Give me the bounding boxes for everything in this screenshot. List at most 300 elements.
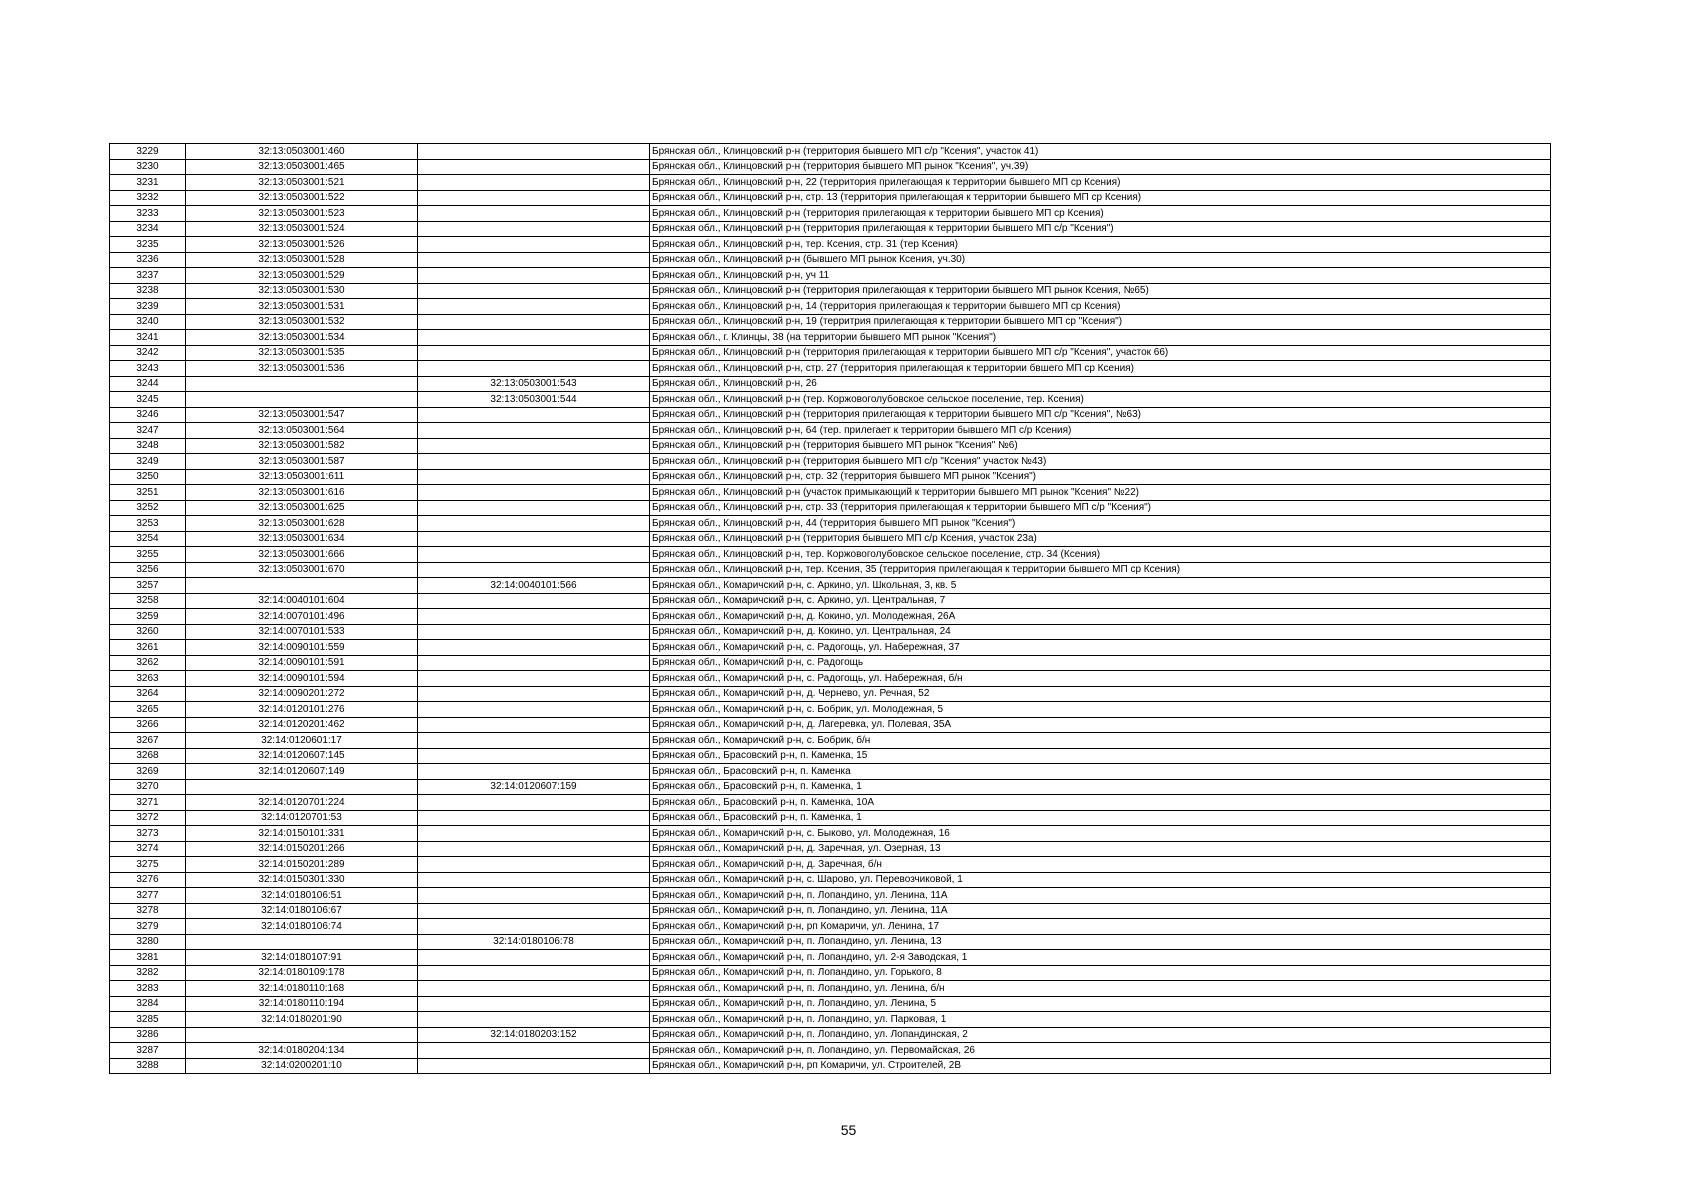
address-cell: Брянская обл., Клинцовский р-н, 19 (территрия прилегающая к территории бывшего МП ср "Ксения") (650, 314, 1551, 330)
row-number-cell: 3286 (110, 1027, 186, 1043)
cadastral-number-cell: 32:14:0150201:289 (186, 857, 418, 873)
cadastral-number-alt-cell (418, 562, 650, 578)
row-number-cell: 3248 (110, 438, 186, 454)
cadastral-number-alt-cell: 32:14:0180203:152 (418, 1027, 650, 1043)
table-row (110, 376, 1551, 392)
address-cell: Брянская обл., Брасовский р-н, п. Каменка, 1 (650, 779, 1551, 795)
cadastral-number-alt-cell (418, 1043, 650, 1059)
cadastral-number-cell: 32:14:0090201:272 (186, 686, 418, 702)
address-cell: Брянская обл., Клинцовский р-н (территория бывшего МП с/р Ксения, участок 23а) (650, 531, 1551, 547)
cadastral-number-alt-cell (418, 593, 650, 609)
cadastral-number-cell: 32:13:0503001:547 (186, 407, 418, 423)
cadastral-number-alt-cell (418, 810, 650, 826)
row-number-cell: 3279 (110, 919, 186, 935)
address-cell: Брянская обл., Клинцовский р-н, 26 (650, 376, 1551, 392)
cadastral-number-alt-cell (418, 159, 650, 175)
table-row (110, 423, 1551, 439)
table-row (110, 702, 1551, 718)
table-row (110, 686, 1551, 702)
row-number-cell: 3280 (110, 934, 186, 950)
table-row (110, 717, 1551, 733)
address-cell: Брянская обл., Комаричский р-н, п. Лопандино, ул. Первомайская, 26 (650, 1043, 1551, 1059)
cadastral-number-alt-cell: 32:14:0180106:78 (418, 934, 650, 950)
row-number-cell: 3264 (110, 686, 186, 702)
table-row (110, 268, 1551, 284)
address-cell: Брянская обл., Клинцовский р-н, 22 (территория прилегающая к территории бывшего МП ср Ксения) (650, 175, 1551, 191)
address-cell: Брянская обл., Клинцовский р-н (территория бывшего МП рынок "Ксения" №6) (650, 438, 1551, 454)
address-cell: Брянская обл., Брасовский р-н, п. Каменка (650, 764, 1551, 780)
cadastral-number-cell: 32:13:0503001:532 (186, 314, 418, 330)
row-number-cell: 3257 (110, 578, 186, 594)
table-row (110, 175, 1551, 191)
cadastral-number-alt-cell: 32:13:0503001:543 (418, 376, 650, 392)
cadastral-number-alt-cell (418, 857, 650, 873)
row-number-cell: 3275 (110, 857, 186, 873)
table-row (110, 578, 1551, 594)
row-number-cell: 3273 (110, 826, 186, 842)
cadastral-number-cell (186, 1027, 418, 1043)
address-cell: Брянская обл., Брасовский р-н, п. Каменка, 1 (650, 810, 1551, 826)
cadastral-number-cell: 32:13:0503001:628 (186, 516, 418, 532)
row-number-cell: 3267 (110, 733, 186, 749)
registry-table (109, 143, 1551, 1074)
table-row (110, 330, 1551, 346)
address-cell: Брянская обл., Клинцовский р-н, стр. 33 (территория прилегающая к территории бывшего МП с/р "Ксения") (650, 500, 1551, 516)
address-cell: Брянская обл., Клинцовский р-н (участок примыкающий к территории бывшего МП рынок "Ксения" №22) (650, 485, 1551, 501)
cadastral-number-alt-cell (418, 438, 650, 454)
table-row (110, 841, 1551, 857)
row-number-cell: 3255 (110, 547, 186, 563)
row-number-cell: 3260 (110, 624, 186, 640)
address-cell: Брянская обл., Комаричский р-н, д. Лагеревка, ул. Полевая, 35А (650, 717, 1551, 733)
table-row (110, 314, 1551, 330)
address-cell: Брянская обл., Брасовский р-н, п. Каменка, 10А (650, 795, 1551, 811)
cadastral-number-alt-cell (418, 206, 650, 222)
cadastral-number-cell: 32:14:0200201:10 (186, 1058, 418, 1074)
table-row (110, 190, 1551, 206)
cadastral-number-cell: 32:14:0180106:67 (186, 903, 418, 919)
row-number-cell: 3231 (110, 175, 186, 191)
cadastral-number-cell: 32:14:0120701:53 (186, 810, 418, 826)
address-cell: Брянская обл., Комаричский р-н, п. Лопандино, ул. Ленина, 13 (650, 934, 1551, 950)
address-cell: Брянская обл., Комаричский р-н, с. Аркино, ул. Школьная, 3, кв. 5 (650, 578, 1551, 594)
cadastral-number-alt-cell (418, 686, 650, 702)
address-cell: Брянская обл., Клинцовский р-н (территория бывшего МП с/р "Ксения", участок 41) (650, 144, 1551, 160)
cadastral-number-cell: 32:14:0070101:496 (186, 609, 418, 625)
cadastral-number-cell: 32:13:0503001:522 (186, 190, 418, 206)
page-number: 55 (840, 1122, 857, 1138)
address-cell: Брянская обл., Комаричский р-н, с. Радогощь, ул. Набережная, б/н (650, 671, 1551, 687)
address-cell: Брянская обл., Комаричский р-н, п. Лопандино, ул. 2-я Заводская, 1 (650, 950, 1551, 966)
cadastral-number-alt-cell (418, 764, 650, 780)
row-number-cell: 3274 (110, 841, 186, 857)
cadastral-number-cell: 32:13:0503001:536 (186, 361, 418, 377)
table-row (110, 965, 1551, 981)
address-cell: Брянская обл., Комаричский р-н, п. Лопандино, ул. Ленина, 11А (650, 903, 1551, 919)
table-row (110, 888, 1551, 904)
row-number-cell: 3229 (110, 144, 186, 160)
row-number-cell: 3245 (110, 392, 186, 408)
cadastral-number-cell: 32:13:0503001:564 (186, 423, 418, 439)
cadastral-number-alt-cell (418, 841, 650, 857)
address-cell: Брянская обл., Комаричский р-н, с. Шарово, ул. Перевозчиковой, 1 (650, 872, 1551, 888)
cadastral-number-cell (186, 934, 418, 950)
row-number-cell: 3249 (110, 454, 186, 470)
cadastral-number-alt-cell (418, 190, 650, 206)
row-number-cell: 3270 (110, 779, 186, 795)
cadastral-number-alt-cell (418, 175, 650, 191)
table-row (110, 237, 1551, 253)
cadastral-number-alt-cell (418, 950, 650, 966)
cadastral-number-alt-cell (418, 485, 650, 501)
row-number-cell: 3238 (110, 283, 186, 299)
cadastral-number-cell: 32:14:0120201:462 (186, 717, 418, 733)
table-row (110, 469, 1551, 485)
table-row (110, 764, 1551, 780)
table-row (110, 609, 1551, 625)
cadastral-number-cell: 32:13:0503001:465 (186, 159, 418, 175)
table-row (110, 903, 1551, 919)
cadastral-number-alt-cell (418, 1058, 650, 1074)
cadastral-number-alt-cell (418, 314, 650, 330)
cadastral-number-cell: 32:13:0503001:616 (186, 485, 418, 501)
cadastral-number-alt-cell (418, 469, 650, 485)
cadastral-number-alt-cell (418, 221, 650, 237)
cadastral-number-alt-cell (418, 237, 650, 253)
row-number-cell: 3262 (110, 655, 186, 671)
cadastral-number-cell: 32:14:0040101:604 (186, 593, 418, 609)
cadastral-number-cell: 32:14:0180201:90 (186, 1012, 418, 1028)
address-cell: Брянская обл., Комаричский р-н, с. Радогощь (650, 655, 1551, 671)
address-cell: Брянская обл., Клинцовский р-н (территория прилегающая к территории бывшего МП с/р "Ксения", №63) (650, 407, 1551, 423)
address-cell: Брянская обл., Клинцовский р-н, 14 (территория прилегающая к территории бывшего МП ср Ксения) (650, 299, 1551, 315)
address-cell: Брянская обл., Комаричский р-н, д. Заречная, ул. Озерная, 13 (650, 841, 1551, 857)
address-cell: Брянская обл., Клинцовский р-н, тер. Ксения, стр. 31 (тер Ксения) (650, 237, 1551, 253)
table-row (110, 671, 1551, 687)
cadastral-number-alt-cell (418, 965, 650, 981)
cadastral-number-alt-cell (418, 547, 650, 563)
address-cell: Брянская обл., Клинцовский р-н (территория прилегающая к территории бывшего МП с/р "Ксения") (650, 221, 1551, 237)
table-row (110, 857, 1551, 873)
cadastral-number-alt-cell (418, 671, 650, 687)
row-number-cell: 3269 (110, 764, 186, 780)
row-number-cell: 3281 (110, 950, 186, 966)
cadastral-number-alt-cell (418, 872, 650, 888)
row-number-cell: 3263 (110, 671, 186, 687)
table-row (110, 392, 1551, 408)
cadastral-number-alt-cell (418, 655, 650, 671)
cadastral-number-alt-cell: 32:14:0120607:159 (418, 779, 650, 795)
cadastral-number-alt-cell (418, 609, 650, 625)
address-cell: Брянская обл., Клинцовский р-н (территория прилегающая к территории бывшего МП ср Ксения) (650, 206, 1551, 222)
cadastral-number-cell: 32:14:0180110:168 (186, 981, 418, 997)
row-number-cell: 3265 (110, 702, 186, 718)
table-row (110, 950, 1551, 966)
row-number-cell: 3283 (110, 981, 186, 997)
cadastral-number-cell: 32:13:0503001:523 (186, 206, 418, 222)
cadastral-number-cell: 32:14:0090101:591 (186, 655, 418, 671)
cadastral-number-cell (186, 376, 418, 392)
row-number-cell: 3272 (110, 810, 186, 826)
cadastral-number-cell (186, 779, 418, 795)
address-cell: Брянская обл., Клинцовский р-н, уч 11 (650, 268, 1551, 284)
address-cell: Брянская обл., Клинцовский р-н (бывшего МП рынок Ксения, уч.30) (650, 252, 1551, 268)
cadastral-number-cell: 32:13:0503001:531 (186, 299, 418, 315)
address-cell: Брянская обл., Клинцовский р-н, тер. Ксения, 35 (территория прилегающая к территории бывшего МП ср Ксения) (650, 562, 1551, 578)
cadastral-number-alt-cell (418, 423, 650, 439)
table-row (110, 795, 1551, 811)
cadastral-number-alt-cell (418, 996, 650, 1012)
row-number-cell: 3241 (110, 330, 186, 346)
row-number-cell: 3285 (110, 1012, 186, 1028)
row-number-cell: 3243 (110, 361, 186, 377)
row-number-cell: 3282 (110, 965, 186, 981)
cadastral-number-cell: 32:14:0180107:91 (186, 950, 418, 966)
cadastral-number-alt-cell (418, 283, 650, 299)
cadastral-number-cell (186, 392, 418, 408)
cadastral-number-alt-cell: 32:13:0503001:544 (418, 392, 650, 408)
cadastral-number-alt-cell (418, 919, 650, 935)
table-row (110, 996, 1551, 1012)
address-cell: Брянская обл., Клинцовский р-н (территория бывшего МП рынок "Ксения", уч.39) (650, 159, 1551, 175)
row-number-cell: 3259 (110, 609, 186, 625)
table-row (110, 562, 1551, 578)
cadastral-number-cell: 32:13:0503001:587 (186, 454, 418, 470)
cadastral-number-alt-cell (418, 299, 650, 315)
table-row (110, 919, 1551, 935)
cadastral-number-alt-cell (418, 888, 650, 904)
table-row (110, 934, 1551, 950)
cadastral-number-alt-cell (418, 144, 650, 160)
row-number-cell: 3261 (110, 640, 186, 656)
address-cell: Брянская обл., Клинцовский р-н, стр. 32 (территория бывшего МП рынок "Ксения") (650, 469, 1551, 485)
cadastral-number-alt-cell (418, 733, 650, 749)
cadastral-number-cell: 32:14:0120607:145 (186, 748, 418, 764)
row-number-cell: 3234 (110, 221, 186, 237)
table-row (110, 547, 1551, 563)
table-row (110, 144, 1551, 160)
row-number-cell: 3230 (110, 159, 186, 175)
address-cell: Брянская обл., г. Клинцы, 38 (на территории бывшего МП рынок "Ксения") (650, 330, 1551, 346)
address-cell: Брянская обл., Клинцовский р-н (территория прилегающая к территории бывшего МП с/р "Ксения", участок 66) (650, 345, 1551, 361)
cadastral-number-alt-cell (418, 361, 650, 377)
table-row (110, 1043, 1551, 1059)
cadastral-number-cell: 32:14:0150301:330 (186, 872, 418, 888)
address-cell: Брянская обл., Комаричский р-н, д. Кокино, ул. Центральная, 24 (650, 624, 1551, 640)
cadastral-number-cell: 32:14:0120101:276 (186, 702, 418, 718)
address-cell: Брянская обл., Комаричский р-н, с. Аркино, ул. Центральная, 7 (650, 593, 1551, 609)
row-number-cell: 3235 (110, 237, 186, 253)
cadastral-number-cell: 32:14:0120601:17 (186, 733, 418, 749)
row-number-cell: 3256 (110, 562, 186, 578)
row-number-cell: 3254 (110, 531, 186, 547)
cadastral-number-cell: 32:13:0503001:528 (186, 252, 418, 268)
row-number-cell: 3251 (110, 485, 186, 501)
table-row (110, 981, 1551, 997)
row-number-cell: 3240 (110, 314, 186, 330)
address-cell: Брянская обл., Комаричский р-н, д. Заречная, б/н (650, 857, 1551, 873)
cadastral-number-cell: 32:14:0180204:134 (186, 1043, 418, 1059)
address-cell: Брянская обл., Клинцовский р-н, стр. 13 (территория прилегающая к территории бывшего МП ср Ксения) (650, 190, 1551, 206)
address-cell: Брянская обл., Комаричский р-н, п. Лопандино, ул. Горького, 8 (650, 965, 1551, 981)
address-cell: Брянская обл., Комаричский р-н, с. Радогощь, ул. Набережная, 37 (650, 640, 1551, 656)
cadastral-number-alt-cell (418, 702, 650, 718)
row-number-cell: 3258 (110, 593, 186, 609)
cadastral-number-cell: 32:13:0503001:582 (186, 438, 418, 454)
address-cell: Брянская обл., Клинцовский р-н, тер. Коржовоголубовское сельское поселение, стр. 34 (Ксения) (650, 547, 1551, 563)
row-number-cell: 3266 (110, 717, 186, 733)
table-row (110, 1027, 1551, 1043)
table-row (110, 748, 1551, 764)
cadastral-number-alt-cell (418, 748, 650, 764)
address-cell: Брянская обл., Комаричский р-н, п. Лопандино, ул. Ленина, 11А (650, 888, 1551, 904)
cadastral-number-cell: 32:13:0503001:670 (186, 562, 418, 578)
cadastral-number-cell: 32:14:0090101:594 (186, 671, 418, 687)
table-row (110, 361, 1551, 377)
address-cell: Брянская обл., Комаричский р-н, п. Лопандино, ул. Лопандинская, 2 (650, 1027, 1551, 1043)
row-number-cell: 3288 (110, 1058, 186, 1074)
cadastral-number-alt-cell (418, 531, 650, 547)
table-row (110, 826, 1551, 842)
row-number-cell: 3253 (110, 516, 186, 532)
table-row (110, 640, 1551, 656)
cadastral-number-cell: 32:13:0503001:460 (186, 144, 418, 160)
address-cell: Брянская обл., Комаричский р-н, рп Комаричи, ул. Ленина, 17 (650, 919, 1551, 935)
cadastral-number-alt-cell (418, 795, 650, 811)
table-row (110, 500, 1551, 516)
address-cell: Брянская обл., Комаричский р-н, п. Лопандино, ул. Ленина, 5 (650, 996, 1551, 1012)
cadastral-number-alt-cell (418, 252, 650, 268)
table-row (110, 872, 1551, 888)
table-row (110, 655, 1551, 671)
row-number-cell: 3233 (110, 206, 186, 222)
row-number-cell: 3284 (110, 996, 186, 1012)
row-number-cell: 3250 (110, 469, 186, 485)
cadastral-number-alt-cell (418, 500, 650, 516)
table-row (110, 299, 1551, 315)
cadastral-number-cell: 32:13:0503001:526 (186, 237, 418, 253)
row-number-cell: 3247 (110, 423, 186, 439)
cadastral-number-alt-cell (418, 826, 650, 842)
table-row (110, 485, 1551, 501)
cadastral-number-cell: 32:14:0070101:533 (186, 624, 418, 640)
table-row (110, 810, 1551, 826)
address-cell: Брянская обл., Клинцовский р-н, 64 (тер. прилегает к территории бывшего МП с/р Ксения) (650, 423, 1551, 439)
cadastral-number-cell: 32:14:0090101:559 (186, 640, 418, 656)
row-number-cell: 3237 (110, 268, 186, 284)
row-number-cell: 3239 (110, 299, 186, 315)
cadastral-number-alt-cell (418, 268, 650, 284)
cadastral-number-alt-cell: 32:14:0040101:566 (418, 578, 650, 594)
address-cell: Брянская обл., Клинцовский р-н (территория прилегающая к территории бывшего МП рынок Ксения, №65) (650, 283, 1551, 299)
row-number-cell: 3242 (110, 345, 186, 361)
address-cell: Брянская обл., Брасовский р-н, п. Каменка, 15 (650, 748, 1551, 764)
address-cell: Брянская обл., Комаричский р-н, п. Лопандино, ул. Ленина, б/н (650, 981, 1551, 997)
cadastral-number-cell: 32:14:0150101:331 (186, 826, 418, 842)
table-row (110, 624, 1551, 640)
cadastral-number-alt-cell (418, 330, 650, 346)
table-row (110, 1058, 1551, 1074)
cadastral-number-cell: 32:14:0180109:178 (186, 965, 418, 981)
row-number-cell: 3271 (110, 795, 186, 811)
cadastral-number-alt-cell (418, 640, 650, 656)
cadastral-number-cell: 32:13:0503001:534 (186, 330, 418, 346)
row-number-cell: 3244 (110, 376, 186, 392)
address-cell: Брянская обл., Комаричский р-н, рп Комаричи, ул. Строителей, 2В (650, 1058, 1551, 1074)
cadastral-number-cell: 32:13:0503001:634 (186, 531, 418, 547)
cadastral-number-cell: 32:13:0503001:524 (186, 221, 418, 237)
cadastral-number-cell: 32:13:0503001:529 (186, 268, 418, 284)
address-cell: Брянская обл., Комаричский р-н, с. Бобрик, ул. Молодежная, 5 (650, 702, 1551, 718)
cadastral-number-alt-cell (418, 516, 650, 532)
table-row (110, 733, 1551, 749)
address-cell: Брянская обл., Комаричский р-н, с. Бобрик, б/н (650, 733, 1551, 749)
table-row (110, 345, 1551, 361)
row-number-cell: 3232 (110, 190, 186, 206)
cadastral-number-cell: 32:13:0503001:521 (186, 175, 418, 191)
address-cell: Брянская обл., Клинцовский р-н (тер. Коржовоголубовское сельское поселение, тер. Ксения) (650, 392, 1551, 408)
address-cell: Брянская обл., Клинцовский р-н, стр. 27 (территория прилегающая к территории бвшего МП ср Ксения) (650, 361, 1551, 377)
table-row (110, 206, 1551, 222)
cadastral-number-cell: 32:13:0503001:530 (186, 283, 418, 299)
cadastral-number-cell: 32:13:0503001:666 (186, 547, 418, 563)
table-row (110, 438, 1551, 454)
cadastral-number-alt-cell (418, 1012, 650, 1028)
cadastral-number-cell: 32:14:0150201:266 (186, 841, 418, 857)
cadastral-number-alt-cell (418, 981, 650, 997)
row-number-cell: 3277 (110, 888, 186, 904)
cadastral-number-cell: 32:13:0503001:611 (186, 469, 418, 485)
table-row (110, 779, 1551, 795)
row-number-cell: 3268 (110, 748, 186, 764)
cadastral-number-cell: 32:13:0503001:535 (186, 345, 418, 361)
row-number-cell: 3278 (110, 903, 186, 919)
row-number-cell: 3287 (110, 1043, 186, 1059)
table-row (110, 593, 1551, 609)
cadastral-number-cell: 32:14:0180110:194 (186, 996, 418, 1012)
address-cell: Брянская обл., Комаричский р-н, д. Чернево, ул. Речная, 52 (650, 686, 1551, 702)
cadastral-number-cell: 32:14:0180106:74 (186, 919, 418, 935)
cadastral-number-alt-cell (418, 345, 650, 361)
row-number-cell: 3276 (110, 872, 186, 888)
table-row (110, 283, 1551, 299)
row-number-cell: 3246 (110, 407, 186, 423)
table-row (110, 531, 1551, 547)
address-cell: Брянская обл., Комаричский р-н, с. Быково, ул. Молодежная, 16 (650, 826, 1551, 842)
cadastral-number-alt-cell (418, 624, 650, 640)
table-row (110, 252, 1551, 268)
table-row (110, 221, 1551, 237)
cadastral-number-cell: 32:14:0180106:51 (186, 888, 418, 904)
table-row (110, 516, 1551, 532)
cadastral-number-cell: 32:13:0503001:625 (186, 500, 418, 516)
table-row (110, 159, 1551, 175)
table-row (110, 407, 1551, 423)
cadastral-number-alt-cell (418, 903, 650, 919)
row-number-cell: 3252 (110, 500, 186, 516)
cadastral-number-alt-cell (418, 717, 650, 733)
cadastral-number-cell (186, 578, 418, 594)
address-cell: Брянская обл., Комаричский р-н, п. Лопандино, ул. Парковая, 1 (650, 1012, 1551, 1028)
row-number-cell: 3236 (110, 252, 186, 268)
address-cell: Брянская обл., Клинцовский р-н, 44 (территория бывшего МП рынок "Ксения") (650, 516, 1551, 532)
cadastral-number-alt-cell (418, 407, 650, 423)
registry-table-body (110, 144, 1551, 1074)
table-row (110, 1012, 1551, 1028)
table-row (110, 454, 1551, 470)
cadastral-number-alt-cell (418, 454, 650, 470)
cadastral-number-cell: 32:14:0120607:149 (186, 764, 418, 780)
